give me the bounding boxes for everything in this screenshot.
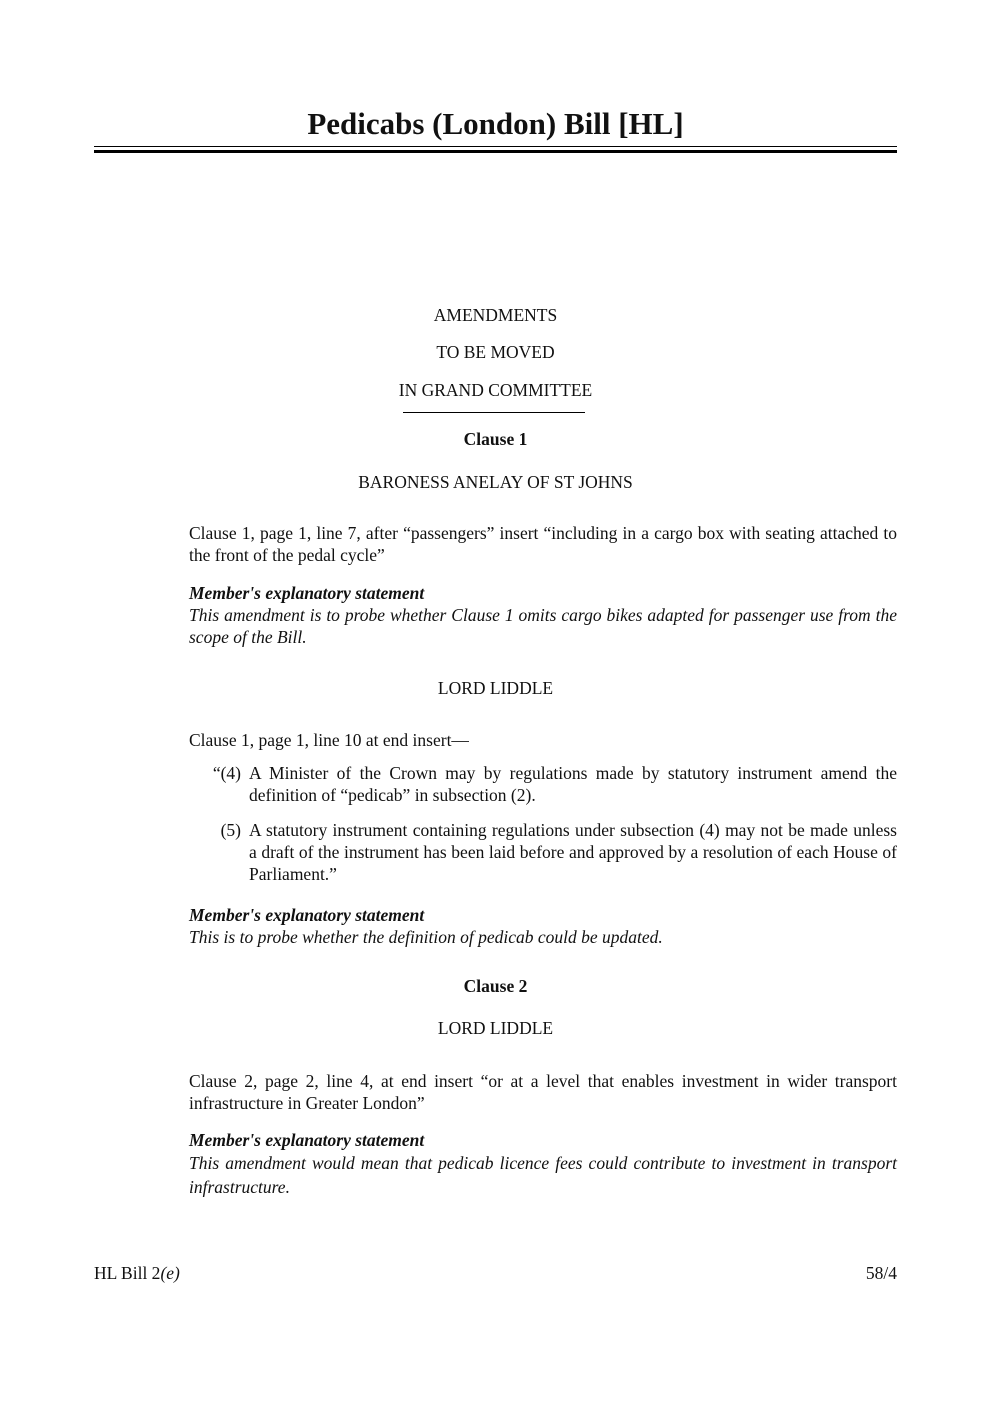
intro-line-1: AMENDMENTS: [433, 305, 558, 325]
statement-heading: Member's explanatory statement: [189, 583, 425, 603]
subsection-4: [189, 762, 897, 806]
title-rule-thin: [94, 146, 897, 147]
amendment-text: Clause 2, page 2, line 4, at end insert “or at a level that enables investment in wider transport infrastructure in Greater London”: [189, 1071, 897, 1113]
subsection-text: A statutory instrument containing regulations under subsection (4) may not be made unless a draft of the instrument has been laid before and approved by a resolution of each House of Parliament.”: [249, 820, 897, 884]
member-name: BARONESS ANELAY OF ST JOHNS: [358, 472, 633, 492]
subsection-5: [189, 819, 897, 885]
clause-heading-1: Clause 1: [463, 429, 528, 449]
amendment-text: Clause 1, page 1, line 7, after “passengers” insert “including in a cargo box with seating attached to the front of the pedal cycle”: [189, 523, 897, 565]
member-name: LORD LIDDLE: [437, 678, 554, 698]
bill-ref-suffix: (e): [160, 1263, 180, 1283]
subsection-number: “(4): [212, 763, 241, 783]
intro-line-3: IN GRAND COMMITTEE: [398, 380, 593, 400]
explanatory-statement: [189, 1129, 897, 1199]
title-rule-thick: [94, 150, 897, 153]
statement-heading: Member's explanatory statement: [189, 905, 425, 925]
amendment-text: Clause 1, page 1, line 10 at end insert—: [189, 730, 469, 750]
subsection-text: A Minister of the Crown may by regulations made by statutory instrument amend the definition of “pedicab” in subsection (2).: [249, 763, 897, 805]
explanatory-statement: [189, 582, 897, 648]
subsection-number: (5): [220, 820, 241, 840]
clause-heading-2: Clause 2: [463, 976, 528, 996]
bill-ref: HL Bill 2: [94, 1263, 161, 1283]
intro-line-2: TO BE MOVED: [436, 342, 555, 362]
statement-text: This amendment would mean that pedicab licence fees could contribute to investment in transport infrastructure.: [189, 1153, 897, 1197]
bill-reference: [94, 1263, 180, 1284]
statement-heading: Member's explanatory statement: [189, 1130, 425, 1150]
page-reference: 58/4: [865, 1263, 897, 1283]
statement-text: This amendment is to probe whether Clause 1 omits cargo bikes adapted for passenger use from the scope of the Bill.: [189, 605, 897, 647]
bill-title: Pedicabs (London) Bill [HL]: [307, 106, 684, 141]
explanatory-statement: [189, 904, 897, 948]
statement-text: This is to probe whether the definition of pedicab could be updated.: [189, 927, 663, 947]
member-name: LORD LIDDLE: [437, 1018, 554, 1038]
intro-rule: [403, 412, 585, 413]
